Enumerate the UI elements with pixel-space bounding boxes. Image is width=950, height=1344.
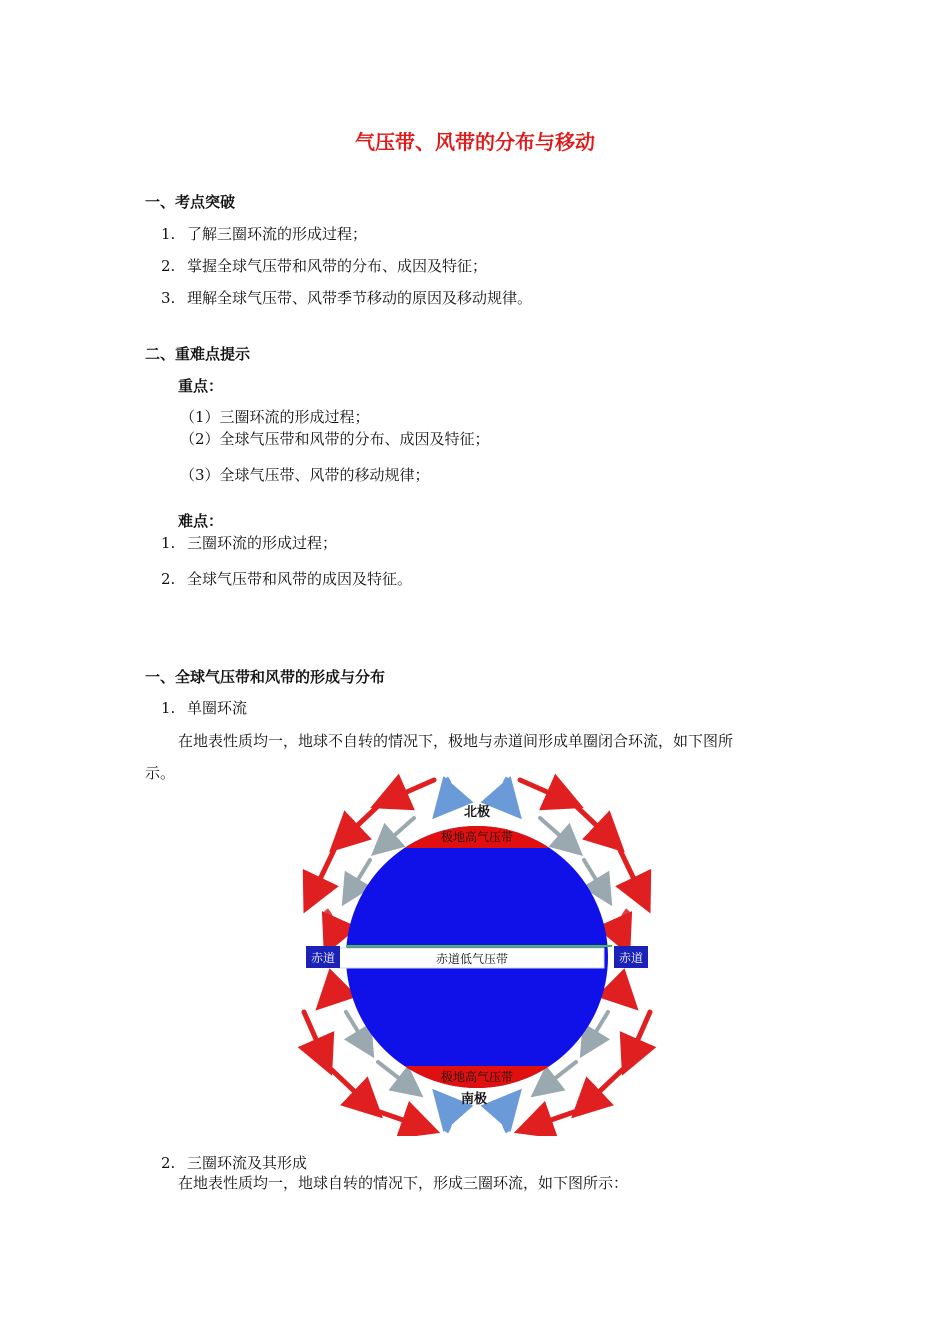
red-arrow (520, 780, 570, 802)
red-arrow (332, 1070, 372, 1108)
red-arrow (384, 780, 434, 802)
list-number: 1. (161, 699, 176, 717)
list-item: （2）全球气压带和风带的分布、成因及特征； (180, 430, 490, 448)
red-arrow (576, 806, 614, 842)
red-arrow (628, 1012, 650, 1062)
grey-arrow (380, 818, 414, 848)
curved-arrow (326, 910, 333, 942)
list-number: 1. (161, 225, 176, 243)
list-number: 2. (161, 1154, 176, 1172)
list-text: 理解全球气压带、风带季节移动的原因及移动规律。 (187, 289, 533, 307)
list-item (161, 255, 487, 276)
paragraph-line: 在地表性质均一，地球自转的情况下，形成三圈环流，如下图所示： (178, 1174, 629, 1192)
list-item: （3）全球气压带、风带的移动规律； (180, 466, 430, 484)
curved-arrow (621, 910, 628, 942)
paragraph-line: 示。 (145, 764, 176, 782)
list-item: （1）三圈环流的形成过程； (180, 408, 370, 426)
red-arrow (380, 1112, 426, 1128)
curved-arrow (442, 778, 450, 808)
curved-arrow (504, 778, 512, 808)
list-text: 掌握全球气压带和风带的分布、成因及特征； (187, 257, 488, 275)
list-number: 2. (161, 257, 176, 275)
list-item (161, 287, 532, 308)
list-number: 1. (161, 534, 176, 552)
curved-arrow (620, 972, 628, 1000)
difficult-points-label: 难点： (178, 512, 224, 530)
curved-arrow (326, 972, 334, 1000)
north-high-label: 极地高气压带 (440, 830, 514, 844)
equator-label-left: 赤道 (310, 951, 336, 965)
grey-arrow (540, 818, 574, 848)
list-number: 2. (161, 570, 176, 588)
key-points-label: 重点： (178, 377, 224, 395)
red-arrow (620, 850, 644, 900)
subsection-text: 三圈环流及其形成 (187, 1154, 308, 1172)
subsection-title (161, 697, 247, 718)
red-arrow (310, 850, 334, 900)
red-arrow (528, 1112, 574, 1128)
south-pole-label: 南极 (460, 1092, 488, 1107)
equator-label-right: 赤道 (618, 951, 644, 965)
red-arrow (582, 1070, 622, 1108)
section1-heading: 一、考点突破 (145, 193, 236, 211)
curved-arrow (504, 1100, 512, 1132)
list-text: 全球气压带和风带的成因及特征。 (187, 570, 413, 588)
red-arrow (340, 806, 378, 842)
list-item (161, 568, 412, 589)
list-text: 三圈环流的形成过程； (187, 534, 338, 552)
south-high-label: 极地高气压带 (440, 1070, 514, 1084)
equator-low-label: 赤道低气压带 (435, 952, 509, 966)
north-pole-label: 北极 (463, 805, 491, 820)
list-item (161, 532, 337, 553)
list-number: 3. (161, 289, 176, 307)
section3-heading: 一、全球气压带和风带的形成与分布 (145, 668, 386, 686)
curved-arrow (442, 1100, 450, 1132)
paragraph-line: 在地表性质均一，地球不自转的情况下，极地与赤道间形成单圈闭合环流，如下图所 (178, 732, 734, 750)
list-text: 了解三圈环流的形成过程； (187, 225, 368, 243)
red-arrow (304, 1012, 326, 1062)
page-title: 气压带、风带的分布与移动 (355, 130, 595, 154)
section2-heading: 二、重难点提示 (145, 345, 251, 363)
subsection-text: 单圈环流 (187, 699, 248, 717)
subsection-title (161, 1152, 307, 1173)
single-cell-circulation-diagram (296, 772, 658, 1136)
list-item (161, 223, 367, 244)
